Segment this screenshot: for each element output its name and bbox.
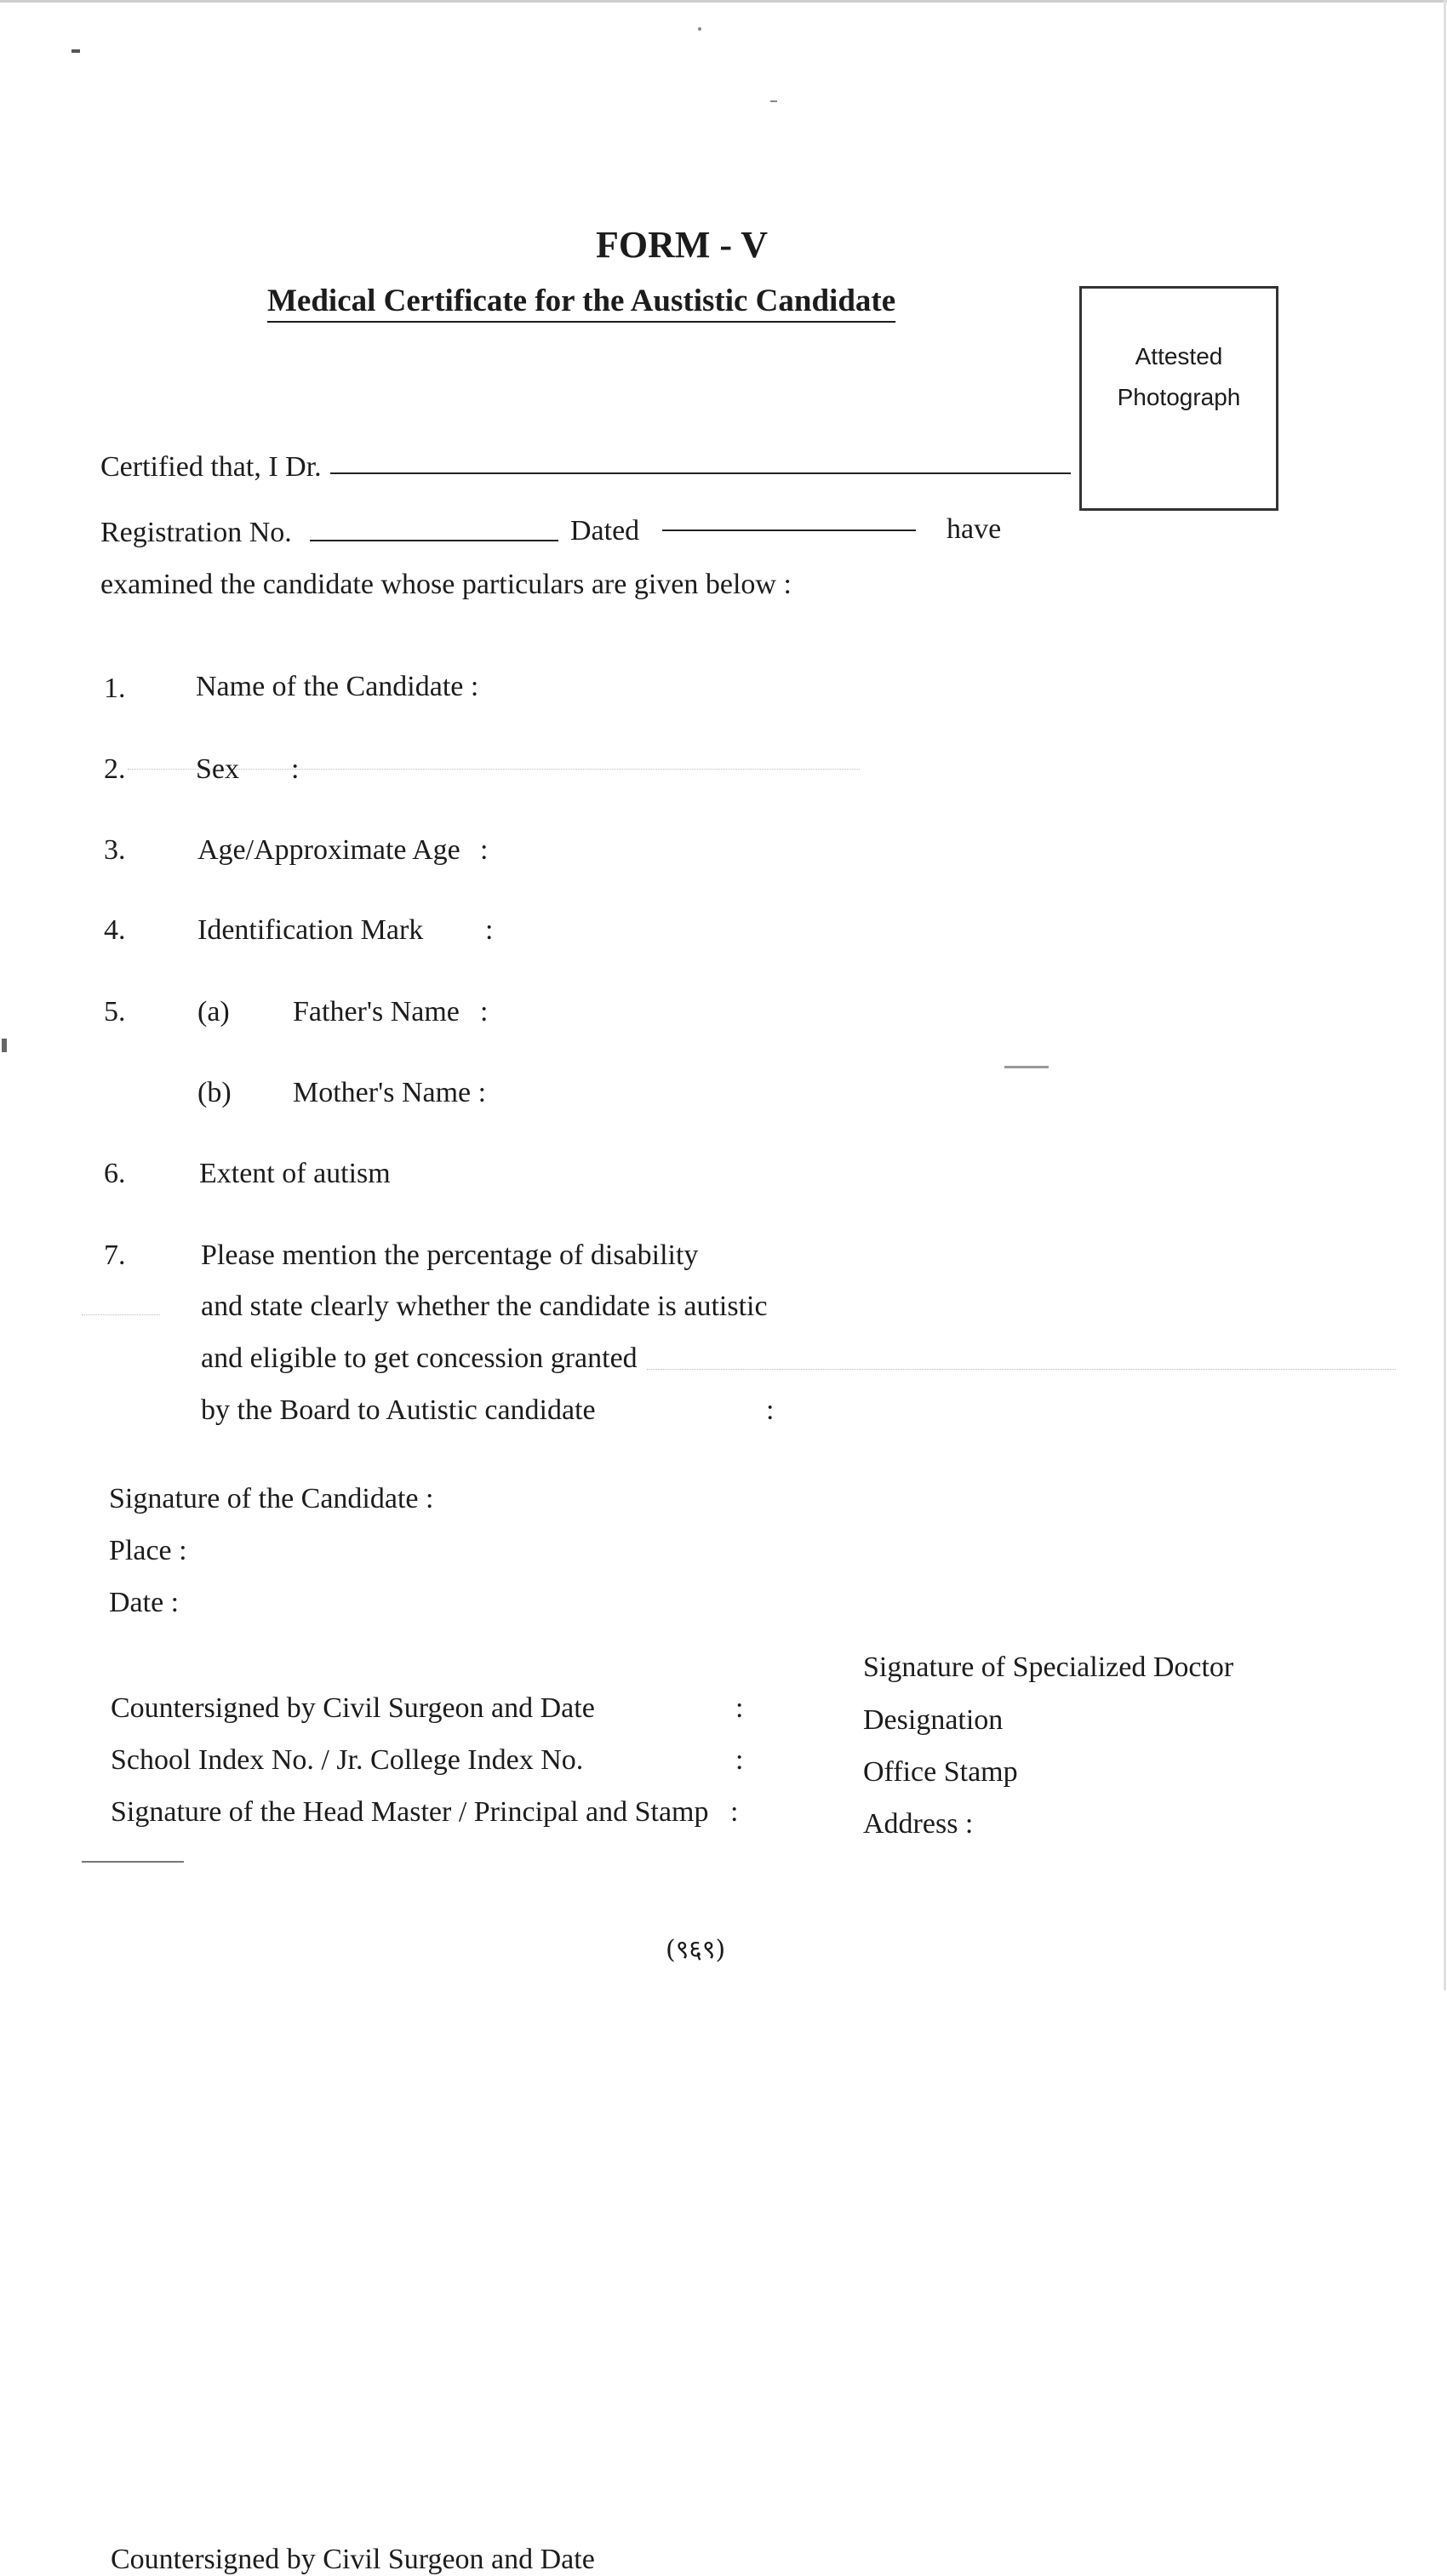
item-3-number: 3. bbox=[104, 834, 126, 866]
scan-mark bbox=[1004, 1066, 1049, 1068]
dated-label: Dated bbox=[570, 515, 640, 547]
item-7-line-1: Please mention the percentage of disability bbox=[201, 1239, 699, 1271]
scan-dotted-line bbox=[647, 1369, 1396, 1370]
scan-right-edge bbox=[1444, 0, 1446, 1990]
photo-box-label-1: Attested bbox=[1135, 343, 1223, 369]
certified-label: Certified that, I Dr. bbox=[100, 451, 322, 483]
form-title: FORM - V bbox=[596, 224, 769, 266]
school-index-label: School Index No. / Jr. College Index No. bbox=[111, 1744, 584, 1776]
item-6-label: Extent of autism bbox=[199, 1158, 391, 1189]
countersigned-colon: : bbox=[735, 1692, 744, 1724]
item-3-colon: : bbox=[480, 834, 489, 866]
item-5a-sub: (a) bbox=[197, 996, 230, 1028]
registration-label: Registration No. bbox=[100, 517, 292, 548]
item-4-number: 4. bbox=[104, 914, 126, 946]
scan-mark bbox=[770, 100, 777, 102]
scan-mark bbox=[698, 27, 701, 31]
doctor-signature-label: Signature of Specialized Doctor bbox=[863, 1652, 1234, 1683]
dated-line[interactable] bbox=[662, 530, 916, 531]
date-label: Date : bbox=[109, 1587, 180, 1618]
have-label: have bbox=[947, 513, 1002, 545]
candidate-signature-label: Signature of the Candidate : bbox=[109, 1483, 434, 1514]
item-2-number: 2. bbox=[104, 753, 126, 785]
form-subtitle: Medical Certificate for the Austistic Candidate bbox=[267, 283, 896, 318]
item-7-colon: : bbox=[766, 1394, 775, 1426]
item-4-colon: : bbox=[485, 914, 494, 946]
doctor-name-line[interactable] bbox=[330, 472, 1071, 474]
page-number: (९६९) bbox=[666, 1935, 726, 1965]
place-label: Place : bbox=[109, 1535, 187, 1566]
item-5b-sub: (b) bbox=[197, 1077, 232, 1108]
countersigned-label: Countersigned by Civil Surgeon and Date bbox=[111, 1692, 595, 1724]
item-5a-colon: : bbox=[480, 996, 489, 1028]
office-stamp-label: Office Stamp bbox=[863, 1756, 1018, 1788]
address-label: Address : bbox=[863, 1808, 974, 1840]
item-5b-label: Mother's Name : bbox=[293, 1077, 487, 1108]
item-7-number: 7. bbox=[104, 1239, 126, 1271]
scan-top-edge bbox=[0, 0, 1447, 3]
scan-mark bbox=[2, 1039, 7, 1052]
head-master-colon: : bbox=[730, 1796, 739, 1828]
item-6-number: 6. bbox=[104, 1158, 126, 1189]
photo-box-label-2: Photograph bbox=[1117, 384, 1241, 410]
examined-text: examined the candidate whose particulars are given below : bbox=[100, 569, 792, 600]
item-4-label: Identification Mark bbox=[197, 914, 424, 946]
designation-label: Designation bbox=[863, 1704, 1004, 1736]
scan-bottom-line bbox=[82, 1861, 184, 1863]
item-7-line-4: by the Board to Autistic candidate bbox=[201, 1394, 596, 1426]
item-7-line-3: and eligible to get concession granted bbox=[201, 1342, 638, 1374]
attested-photograph-box bbox=[1079, 286, 1278, 511]
registration-no-line[interactable] bbox=[310, 540, 558, 541]
item-1-label: Name of the Candidate : bbox=[196, 671, 479, 702]
item-5-number: 5. bbox=[104, 996, 126, 1028]
scan-mark bbox=[71, 49, 80, 53]
school-index-colon: : bbox=[735, 1744, 744, 1776]
item-2-label: Sex bbox=[196, 753, 239, 785]
item-7-line-2: and state clearly whether the candidate is autistic bbox=[201, 1291, 768, 1322]
head-master-label: Signature of the Head Master / Principal and Stamp bbox=[111, 1796, 709, 1828]
item-2-colon: : bbox=[291, 753, 300, 785]
item-1-number: 1. bbox=[104, 673, 126, 704]
countersigned-label: Countersigned by Civil Surgeon and Date bbox=[111, 2544, 595, 2575]
item-3-label: Age/Approximate Age bbox=[197, 834, 460, 866]
scan-dotted-line bbox=[82, 1314, 160, 1315]
item-5a-label: Father's Name bbox=[293, 996, 460, 1028]
